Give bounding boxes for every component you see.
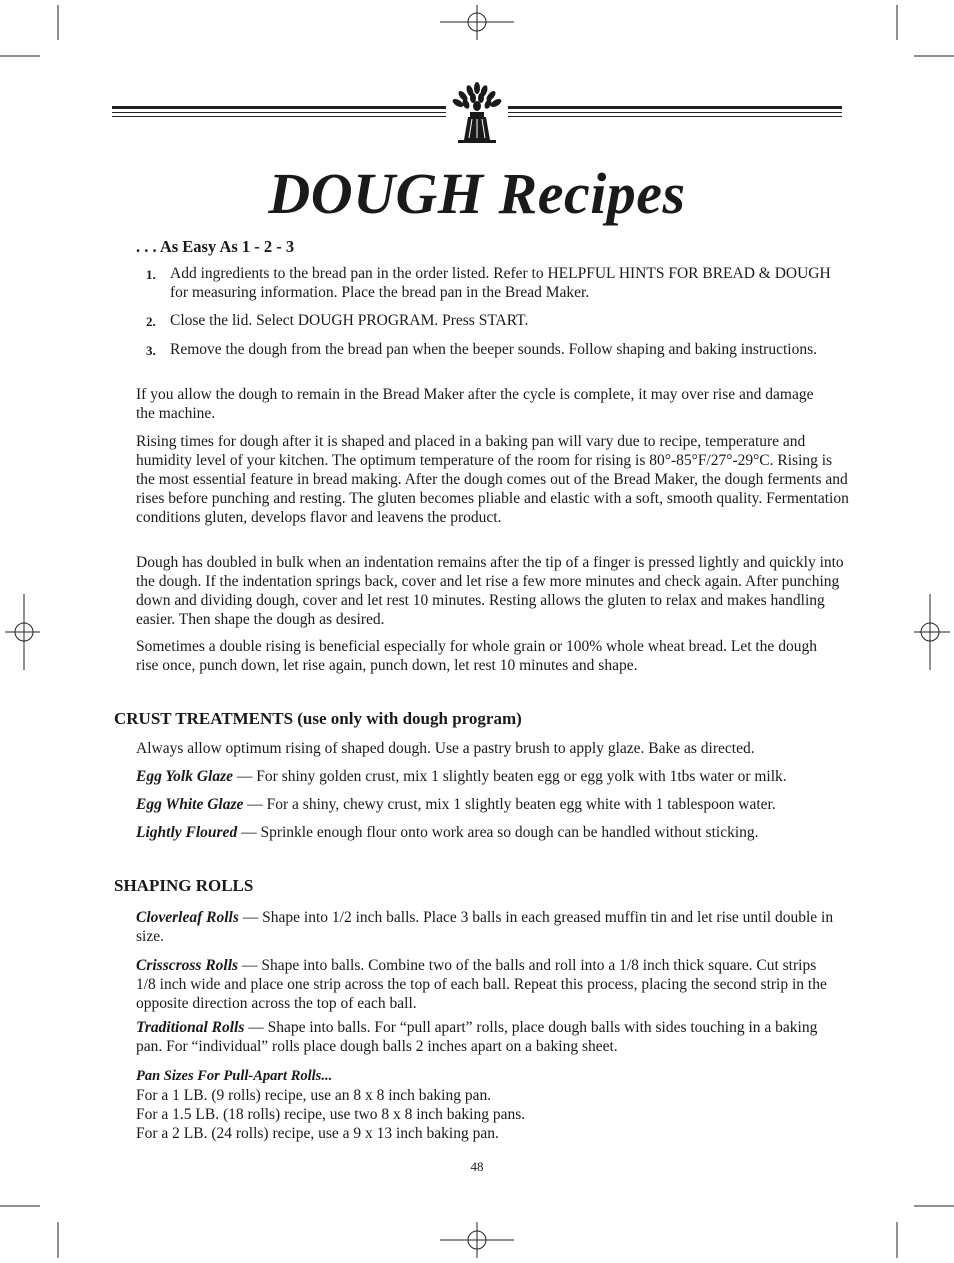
crust-item-name: Egg White Glaze — [136, 796, 244, 813]
step-text: Close the lid. Select DOUGH PROGRAM. Press START. — [170, 312, 529, 329]
crust-intro: Always allow optimum rising of shaped dough. Use a pastry brush to apply glaze. Bake as directed. — [136, 740, 755, 757]
step-3 — [146, 340, 836, 360]
paragraph-double-rising: Sometimes a double rising is beneficial especially for whole grain or 100% whole wheat bread. Let the dough rise once, punch down, let rise again, punch down, let rest 10 minutes and shape. — [136, 638, 817, 674]
crust-item-text: — Sprinkle enough flour onto work area so dough can be handled without sticking. — [237, 824, 759, 841]
pan-sizes-heading: Pan Sizes For Pull-Apart Rolls... — [136, 1068, 333, 1084]
crust-item-name: Lightly Floured — [136, 824, 238, 841]
pan-size-line: For a 2 LB. (24 rolls) recipe, use a 9 x 13 inch baking pan. — [136, 1125, 499, 1142]
pan-size-line: For a 1 LB. (9 rolls) recipe, use an 8 x 8 inch baking pan. — [136, 1087, 492, 1104]
crust-item-text: — For a shiny, chewy crust, mix 1 slightly beaten egg white with 1 tablespoon water. — [243, 796, 776, 813]
step-number: 3. — [146, 343, 156, 358]
paragraph-doubled: Dough has doubled in bulk when an indentation remains after the tip of a finger is pressed lightly and quickly into the dough. If the indentation springs back, cover and let rise a few more minutes and check again. After punching down and dividing dough, cover and let rest 10 minutes. Resting allows the gluten to relax and makes handling easier. Then shape the dough as desired. — [136, 554, 844, 628]
step-number: 2. — [146, 314, 156, 329]
shaping-item-name: Crisscross Rolls — [136, 957, 239, 974]
shaping-heading: SHAPING ROLLS — [114, 876, 254, 895]
shaping-item-cloverleaf — [136, 908, 852, 946]
crust-heading: CRUST TREATMENTS (use only with dough program) — [114, 709, 522, 728]
shaping-item-crisscross — [136, 956, 836, 1013]
step-1 — [146, 264, 836, 302]
paragraph-rising-times: Rising times for dough after it is shaped and placed in a baking pan will vary due to recipe, temperature and humidity level of your kitchen. The optimum temperature of the room for rising is 80°-85°F/27°-29°C. Rising is the most essential feature in bread making. After the dough comes out of the Bread Maker, the dough ferments and rises before punching and resting. The gluten becomes pliable and elastic with a soft, smooth quality. Fermentation conditions gluten, develops flavor and leavens the product. — [136, 433, 849, 526]
subtitle: . . . As Easy As 1 - 2 - 3 — [136, 237, 295, 256]
shaping-item-name: Traditional Rolls — [136, 1019, 245, 1036]
crust-item-egg-white — [136, 795, 876, 814]
crust-item-lightly-floured — [136, 823, 876, 842]
page-number: 48 — [470, 1159, 484, 1174]
crust-item-name: Egg Yolk Glaze — [136, 768, 234, 785]
shaping-item-text: — Shape into balls. Combine two of the balls and roll into a 1/8 inch thick square. Cut strips 1/8 inch wide and place one strip across the top of each ball. Repeat this process, placing the second strip in the opposite direction across the top of each ball. — [136, 957, 827, 1012]
step-number: 1. — [146, 267, 156, 282]
shaping-item-text: — Shape into balls. For “pull apart” rolls, place dough balls with sides touching in a baking pan. For “individual” rolls place dough balls 2 inches apart on a baking sheet. — [136, 1019, 818, 1055]
step-text: Remove the dough from the bread pan when the beeper sounds. Follow shaping and baking instructions. — [170, 341, 817, 358]
pan-size-line: For a 1.5 LB. (18 rolls) recipe, use two 8 x 8 inch baking pans. — [136, 1106, 526, 1123]
page-title: DOUGH Recipes — [268, 161, 686, 226]
paragraph-overrise: If you allow the dough to remain in the Bread Maker after the cycle is complete, it may over rise and damage the machine. — [136, 386, 814, 422]
step-2 — [146, 311, 836, 331]
shaping-item-text: — Shape into 1/2 inch balls. Place 3 balls in each greased muffin tin and let rise until double in size. — [136, 909, 834, 945]
steps-list — [146, 264, 836, 369]
crust-item-text: — For shiny golden crust, mix 1 slightly beaten egg or egg yolk with 1tbs water or milk. — [233, 768, 787, 785]
step-text: Add ingredients to the bread pan in the order listed. Refer to HELPFUL HINTS FOR BREAD & DOUGH for measuring information. Place the bread pan in the Bread Maker. — [170, 265, 831, 301]
pan-sizes-block — [136, 1067, 852, 1143]
shaping-item-traditional — [136, 1018, 826, 1056]
shaping-item-name: Cloverleaf Rolls — [136, 909, 239, 926]
crust-item-egg-yolk — [136, 767, 876, 786]
wheat-sheaf-icon — [446, 82, 508, 146]
